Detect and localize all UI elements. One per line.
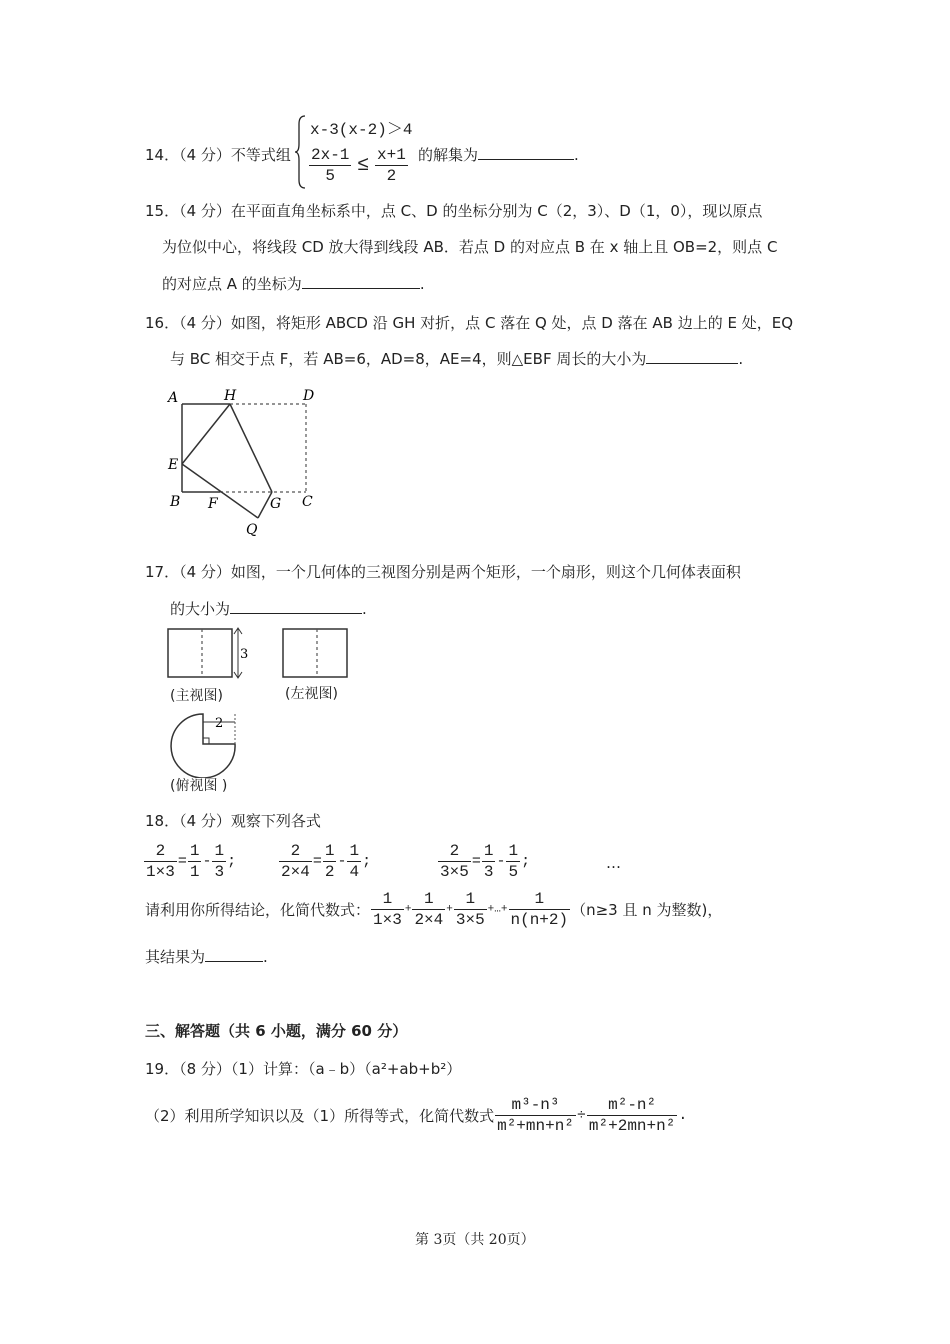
q16-line2-text: 与 BC 相交于点 F，若 AB=6，AD=8，AE=4，则△EBF 周长的大小为 — [170, 350, 647, 368]
q14-prefix: 14．（4 分）不等式组 — [145, 146, 291, 164]
frac-num: m³-n³ — [495, 1096, 576, 1116]
frac-den: 3 — [483, 863, 494, 881]
label-a: A — [168, 390, 179, 406]
minus-sign: - — [202, 853, 212, 870]
frac-den: 5 — [508, 863, 519, 881]
edge-he — [182, 404, 230, 464]
frac-num: x+1 — [376, 146, 406, 164]
answer-blank[interactable] — [478, 145, 574, 160]
dots: … — [494, 903, 501, 916]
q18-eq3 — [437, 842, 530, 881]
q17-line2-text: 的大小为 — [170, 600, 231, 618]
label-f: F — [208, 496, 218, 512]
q18-eq1 — [143, 842, 236, 881]
frac-den: m²+2mn+n² — [588, 1117, 676, 1135]
equals-sign: = — [312, 853, 322, 870]
answer-blank[interactable] — [302, 274, 420, 289]
q15-line2: 为位似中心，将线段 CD 放大得到线段 AB．若点 D 的对应点 B 在 x 轴上且 OB=2，则点 C — [162, 238, 778, 256]
frac-den: 1×3 — [373, 911, 402, 929]
label-c: C — [302, 494, 313, 510]
caption-left-view: (左视图) — [285, 686, 338, 702]
answer-blank[interactable] — [646, 349, 738, 364]
label-e: E — [168, 457, 179, 473]
semicolon: ; — [362, 853, 372, 870]
q14 — [145, 112, 625, 192]
frac-num: 1 — [189, 842, 200, 860]
label-d: D — [303, 388, 315, 404]
semicolon: ; — [227, 853, 237, 870]
label-h: H — [224, 388, 237, 404]
minus-sign: - — [496, 853, 506, 870]
q14-suffix-text: 的解集为 — [418, 146, 479, 164]
q18-result-text: 其结果为 — [145, 948, 206, 966]
frac-num: 1 — [349, 842, 360, 860]
period: . — [419, 275, 425, 293]
frac-num: 2x-1 — [311, 146, 350, 164]
q18-eq2 — [278, 842, 371, 881]
frac-num: 2 — [438, 842, 471, 862]
edge-hg — [230, 404, 272, 492]
semicolon: ; — [521, 853, 531, 870]
frac-den: 3×5 — [440, 863, 469, 881]
period: . — [362, 600, 367, 618]
brace-icon — [295, 114, 307, 190]
q15-line3-text: 的对应点 A 的坐标为 — [162, 275, 302, 293]
answer-blank[interactable] — [205, 947, 263, 962]
dim-3: 3 — [240, 647, 249, 662]
frac-den: 1×3 — [146, 863, 175, 881]
caption-front-view: (主视图) — [170, 688, 223, 704]
frac-num: 2 — [144, 842, 177, 862]
q16-figure — [160, 382, 330, 542]
leq-sign: ≤ — [357, 154, 370, 177]
label-g: G — [270, 496, 282, 512]
period: . — [738, 350, 744, 368]
plus-sign: + — [487, 903, 495, 916]
frac-den: 4 — [349, 863, 360, 881]
frac-num: 1 — [371, 890, 404, 910]
q16-line2 — [170, 348, 743, 369]
q17-line2 — [170, 598, 367, 619]
frac-num: 1 — [324, 842, 335, 860]
divide-sign: ÷ — [576, 1107, 586, 1124]
q17-left-view — [280, 624, 355, 684]
equals-sign: = — [471, 853, 481, 870]
label-b: B — [170, 494, 181, 510]
frac-den: n(n+2) — [510, 911, 569, 929]
frac-num: 1 — [509, 890, 571, 910]
plus-sign: + — [404, 903, 412, 916]
q18-ellipsis: … — [606, 854, 621, 872]
q18-prompt: 请利用你所得结论，化简代数式： — [145, 901, 371, 919]
period: . — [678, 1107, 688, 1124]
frac-den: 3×5 — [455, 911, 485, 929]
edge-eq — [182, 464, 258, 518]
plus-sign: + — [500, 903, 508, 916]
frac-den: 5 — [325, 167, 335, 185]
q15-line3 — [162, 273, 425, 294]
frac-den: 2×4 — [414, 911, 444, 929]
frac-den: 2×4 — [281, 863, 310, 881]
q18-result-line — [145, 946, 268, 967]
q19-part2 — [145, 1096, 687, 1135]
frac-num: m²-n² — [587, 1096, 677, 1116]
q16-line1: 16．（4 分）如图，将矩形 ABCD 沿 GH 对折，点 C 落在 Q 处，点 D 落在 AB 边上的 E 处，EQ — [145, 314, 794, 332]
frac-num: 1 — [214, 842, 225, 860]
q18-expression-line — [145, 890, 722, 929]
period: . — [263, 948, 268, 966]
frac-den: 2 — [324, 863, 335, 881]
q18-title: 18．（4 分）观察下列各式 — [145, 812, 321, 830]
plus-sign: + — [446, 903, 453, 916]
q14-ineq1: x-3(x-2)＞4 — [310, 121, 413, 139]
q17-top-view — [165, 708, 245, 778]
q14-ineq2 — [308, 146, 409, 185]
frac-num: 1 — [508, 842, 519, 860]
q19-part1: 19．（8 分）（1）计算：（a﹣b）（a²+ab+b²） — [145, 1060, 462, 1078]
q18-condition: （n≥3 且 n 为整数)， — [571, 901, 723, 919]
frac-num: 1 — [483, 842, 494, 860]
frac-den: m²+mn+n² — [497, 1117, 574, 1135]
frac-num: 1 — [454, 890, 487, 910]
dim-2: 2 — [215, 716, 224, 731]
section-3-title: 三、解答题（共 6 小题，满分 60 分） — [145, 1022, 408, 1040]
q17-front-view — [165, 624, 255, 684]
q15-line1: 15．（4 分）在平面直角坐标系中，点 C、D 的坐标分别为 C（2，3）、D（1，0），现以原点 — [145, 202, 763, 220]
frac-den: 1 — [189, 863, 200, 881]
equals-sign: = — [177, 853, 187, 870]
label-q: Q — [246, 522, 258, 538]
caption-top-view: (俯视图 ) — [170, 778, 228, 794]
frac-num: 1 — [412, 890, 445, 910]
period: . — [574, 146, 579, 164]
minus-sign: - — [337, 853, 347, 870]
page-footer: 第 3页（共 20页） — [415, 1232, 535, 1248]
frac-num: 2 — [279, 842, 312, 862]
q19-part2-text: （2）利用所学知识以及（1）所得等式，化简代数式 — [145, 1107, 495, 1125]
frac-den: 3 — [214, 863, 225, 881]
q17-line1: 17．（4 分）如图，一个几何体的三视图分别是两个矩形，一个扇形，则这个几何体表面积 — [145, 563, 741, 581]
answer-blank[interactable] — [230, 599, 362, 614]
q14-suffix — [418, 144, 579, 165]
frac-den: 2 — [386, 167, 397, 185]
